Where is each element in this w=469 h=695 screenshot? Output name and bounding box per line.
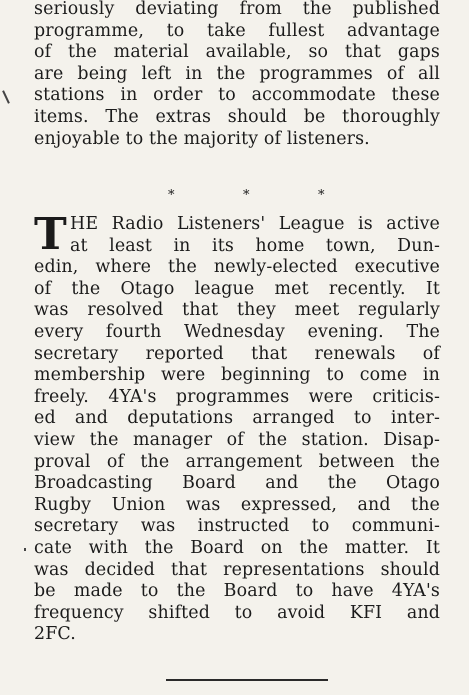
text-line: of the Otago league met recently. It: [34, 278, 440, 299]
paragraph-programme-extras: [34, 0, 440, 150]
text-line: enjoyable to the majority of listeners.: [34, 128, 370, 149]
text-line: ed and deputations arranged to inter-: [34, 408, 440, 429]
paragraph-listeners-league: [34, 209, 440, 646]
text-line: membership were beginning to come in: [34, 365, 440, 386]
text-line: secretary was instructed to communi-: [34, 516, 440, 537]
text-line: edin, where the newly-elected executive: [34, 257, 440, 278]
text-line: Broadcasting Board and the Otago: [34, 473, 440, 494]
text-line: at least in its home town, Dun-: [70, 235, 440, 256]
separator-star: *: [168, 188, 175, 203]
text-line: secretary reported that renewals of: [34, 343, 440, 364]
text-line: programme, to take fullest advantage: [34, 20, 440, 41]
text-line: Rugby Union was expressed, and the: [34, 494, 440, 515]
text-line: stations in order to accommodate these: [34, 85, 440, 106]
text-line: items. The extras should be thoroughly: [34, 106, 440, 127]
text-line: freely. 4YA's programmes were criticis-: [34, 386, 440, 407]
text-line: was resolved that they meet regularly: [34, 300, 440, 321]
margin-mark: [2, 90, 10, 104]
text-line: was decided that representations should: [34, 559, 440, 580]
text-line: view the manager of the station. Disap-: [34, 429, 440, 450]
text-line: seriously deviating from the published: [34, 0, 440, 19]
drop-cap: T: [34, 209, 67, 260]
text-line: every fourth Wednesday evening. The: [34, 321, 440, 342]
text-line: cate with the Board on the matter. It: [34, 537, 440, 558]
separator-star: *: [243, 188, 250, 203]
section-separator: [0, 186, 469, 206]
separator-star: *: [318, 188, 325, 203]
text-line: be made to the Board to have 4YA's: [34, 581, 440, 602]
text-line: proval of the arrangement between the: [34, 451, 440, 472]
text-line: frequency shifted to avoid KFI and: [34, 602, 440, 623]
margin-mark: [24, 548, 26, 551]
text-line: of the material available, so that gaps: [34, 42, 440, 63]
text-line: are being left in the programmes of all: [34, 63, 440, 84]
text-line: HE Radio Listeners' League is active: [70, 214, 440, 234]
text-line: 2FC.: [34, 624, 76, 645]
column-end-rule: [166, 679, 328, 681]
